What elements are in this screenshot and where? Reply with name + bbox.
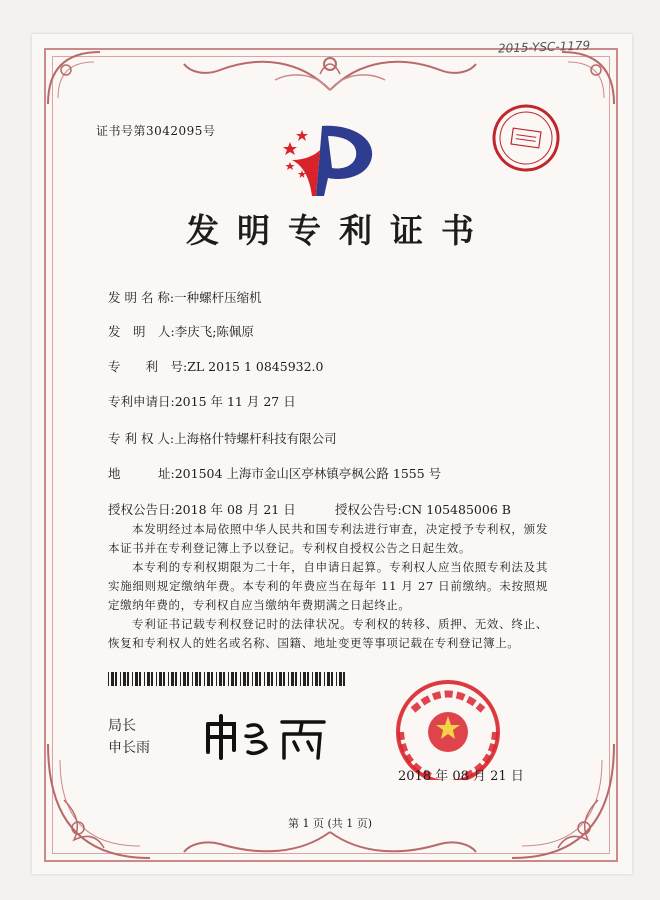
director-role: 局长 bbox=[108, 718, 136, 734]
inventor-row bbox=[108, 322, 254, 340]
patent-number-row bbox=[108, 357, 324, 375]
corner-ornament-top-left bbox=[44, 48, 104, 108]
corner-ornament-bottom-left bbox=[44, 740, 154, 862]
corner-ornament-bottom-right bbox=[508, 740, 618, 862]
address-label: 地 址: bbox=[108, 466, 175, 481]
filing-date-row bbox=[108, 392, 296, 410]
top-ornament bbox=[180, 50, 480, 98]
seal-date: 2018 年 08 月 21 日 bbox=[398, 769, 524, 784]
certificate-number: 证书号第3042095号 bbox=[96, 124, 216, 138]
grant-number-value: CN 105485006 B bbox=[401, 502, 511, 517]
grant-date-row bbox=[108, 500, 296, 518]
patent-number-value: ZL 2015 1 0845932.0 bbox=[187, 359, 324, 374]
paragraph-legal-status: 专利证书记载专利权登记时的法律状况。专利权的转移、质押、无效、终止、恢复和专利权人的姓名或名称、国籍、地址变更等事项记载在专利登记簿上。 bbox=[108, 617, 548, 650]
grant-number-row bbox=[335, 500, 511, 518]
grant-date-value: 2018 年 08 月 21 日 bbox=[174, 502, 296, 517]
filing-date-value: 2015 年 11 月 27 日 bbox=[174, 394, 296, 409]
corner-ornament-top-right bbox=[558, 48, 618, 108]
director-signature bbox=[200, 712, 330, 762]
barcode bbox=[108, 672, 348, 686]
agency-stamp-icon bbox=[485, 97, 566, 178]
paragraph-term-statement: 本专利的专利权期限为二十年，自申请日起算。专利权人应当依照专利法及其实施细则规定缴纳年费。本专利的年费应当在每年 11 月 27 日前缴纳。未按照规定缴纳年费的，专利权自应当缴纳年费期满之日起终止。 bbox=[108, 560, 548, 612]
page-footer: 第 1 页 (共 1 页) bbox=[287, 817, 373, 830]
paragraph-grant-statement: 本发明经过本局依照中华人民共和国专利法进行审查，决定授予专利权，颁发本证书并在专利登记簿上予以登记。专利权自授权公告之日起生效。 bbox=[108, 522, 548, 555]
page-title: 发明专利证书 bbox=[186, 211, 492, 250]
address-row bbox=[108, 464, 441, 482]
handwritten-note: 2015-YSC-1179 bbox=[497, 38, 591, 56]
cnipa-logo-icon bbox=[282, 120, 382, 200]
patentee-row bbox=[108, 429, 337, 447]
inventor-value: 李庆飞;陈佩原 bbox=[174, 324, 254, 339]
invention-name-value: 一种螺杆压缩机 bbox=[174, 290, 262, 305]
address-value: 201504 上海市金山区亭林镇亭枫公路 1555 号 bbox=[174, 466, 442, 481]
patent-number-label: 专 利 号: bbox=[108, 359, 188, 374]
bottom-ornament bbox=[180, 828, 480, 860]
grant-number-label: 授权公告号: bbox=[335, 502, 402, 517]
inventor-label: 发 明 人: bbox=[108, 324, 175, 339]
patentee-label: 专 利 权 人: bbox=[108, 431, 175, 446]
invention-name-label: 发 明 名 称: bbox=[108, 290, 175, 305]
official-seal-icon bbox=[383, 670, 513, 780]
director-name: 申长雨 bbox=[108, 740, 150, 756]
filing-date-label: 专利申请日: bbox=[108, 394, 175, 409]
invention-name-row bbox=[108, 288, 262, 306]
grant-date-label: 授权公告日: bbox=[108, 502, 175, 517]
patentee-value: 上海格什特螺杆科技有限公司 bbox=[174, 431, 337, 446]
